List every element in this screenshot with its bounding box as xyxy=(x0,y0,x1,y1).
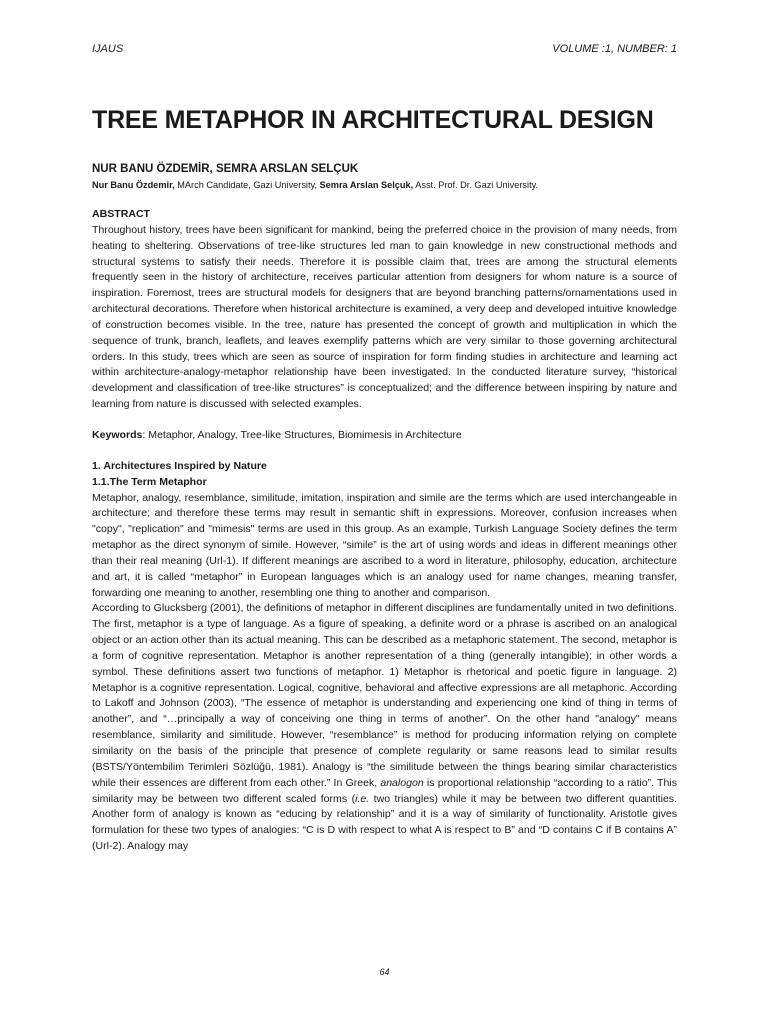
subsection-heading: 1.1.The Term Metaphor xyxy=(92,475,207,488)
paragraph-2 xyxy=(92,601,677,855)
term-analogon: analogon xyxy=(380,776,424,789)
author-names: NUR BANU ÖZDEMİR, SEMRA ARSLAN SELÇUK xyxy=(92,163,359,175)
section-heading: 1. Architectures Inspired by Nature xyxy=(92,459,267,472)
paragraph-2-part-3: two triangles) while it may be between two different quantities. Another form of analogy is known as “educing by relationship” and it is a way of similarity of functionality. Aristotle gives formulation for these two types of analogies: “C is D with respect to what A is respect to B” and “D contains C if B contains A” (Url-2). Analogy may xyxy=(92,792,678,853)
keywords-text: : Metaphor, Analogy, Tree-like Structures, Biomimesis in Architecture xyxy=(142,428,462,441)
page xyxy=(92,0,677,1024)
paper-title: TREE METAPHOR IN ARCHITECTURAL DESIGN xyxy=(92,106,654,134)
paragraph-1: Metaphor, analogy, resemblance, similitude, imitation, inspiration and simile are the terms which are used interchangeable in architecture; and therefore these terms may result in semantic shift in expressions. Moreover, confusion increases when "copy", "replication" and "mimesis" terms are used in this group. As an example, Turkish Language Society defines the term metaphor as the direct synonym of simile. However, “simile” is the art of using words and ideas in different meanings other than their real meaning (Url-1). If different meanings are ascribed to a word in literature, philosophy, education, architecture and art, it is called “metaphor” in European languages which is an analogy used for name changes, meaning transfer, forwarding one meaning to another, resembling one thing to another and comparison. xyxy=(92,491,677,599)
journal-name: IJAUS xyxy=(92,43,124,55)
paragraph-2-part-1: According to Glucksberg (2001), the definitions of metaphor in different disciplines are fundamentally united in two definitions. The first, metaphor is a type of language. As a figure of speaking, a definite word or a phrase is ascribed on an analogical object or an action other than its actual meaning. This can be described as a metaphoric statement. The second, metaphor is a form of cognitive representation. Metaphor is another representation of a thing (generally intangible); in other words a symbol. These definitions assert two functions of metaphor. 1) Metaphor is rhetorical and poetic figure in language. 2) Metaphor is a cognitive representation. Logical, cognitive, behavioral and affective expressions are all metaphoric. According to Lakoff and Johnson (2003), “The essence of metaphor is understanding and experiencing one kind of thing in terms of another”, and “…principally a way of conceiving one thing in terms of another”. On the other hand "analogy" means resemblance, similarity and similitude. However, “resemblance” is method for producing information relying on complete similarity on the basis of the principle that presence of complete regularity or same reasons lead to similar results (BSTS/Yöntembilim Terimleri Sözlüğü, 1981). Analogy is “the similitude between the things bearing similar characteristics while their essences are different from each other.” In Greek, xyxy=(92,602,677,789)
volume-info: VOLUME :1, NUMBER: 1 xyxy=(552,43,677,55)
term-ie: i.e. xyxy=(355,792,370,805)
keywords xyxy=(92,428,677,444)
keywords-label: Keywords xyxy=(92,428,143,441)
abstract-text: Throughout history, trees have been significant for mankind, being the preferred choice in the provision of many needs, from heating to sheltering. Observations of tree-like structures led man to gain knowledge in new constructional methods and structural systems to satisfy their needs. Therefore it is possible claim that, trees are among the structural elements frequently seen in the history of architecture, receives particular attention from designers for whom nature is a source of inspiration. Foremost, trees are structural models for designers that are beyond branching patterns/ornamentations used in architectural decorations. Therefore when historical architecture is examined, a very deep and developed intuitive knowledge of construction becomes visible. In the tree, nature has presented the concept of growth and multiplication in which the sequence of trunk, branch, leaflets, and leaves exemplify patterns which are very similar to those governing architectural orders. In this study, trees which are seen as source of inspiration for form finding studies in architecture and learning act within architecture-analogy-metaphor relationship have been investigated. In the conducted literature survey, “historical development and classification of tree-like structures” is conceptualized; and the difference between inspiring by nature and learning from nature is discussed with selected examples. xyxy=(92,223,677,411)
paragraph-2-part-2: is proportional relationship “according to a ratio”. This similarity may be between two different scaled forms ( xyxy=(92,776,677,805)
abstract-heading: ABSTRACT xyxy=(92,208,151,220)
author-affiliations xyxy=(92,180,538,190)
page-number: 64 xyxy=(379,967,390,977)
affil-role-1: MArch Candidate, Gazi University, xyxy=(174,180,320,190)
running-header xyxy=(92,43,677,57)
affil-author-2: Semra Arslan Selçuk, xyxy=(319,180,414,190)
affil-role-2: Asst. Prof. Dr. Gazi University. xyxy=(413,180,539,190)
main-text xyxy=(92,207,677,855)
affil-author-1: Nur Banu Özdemir, xyxy=(92,180,175,190)
